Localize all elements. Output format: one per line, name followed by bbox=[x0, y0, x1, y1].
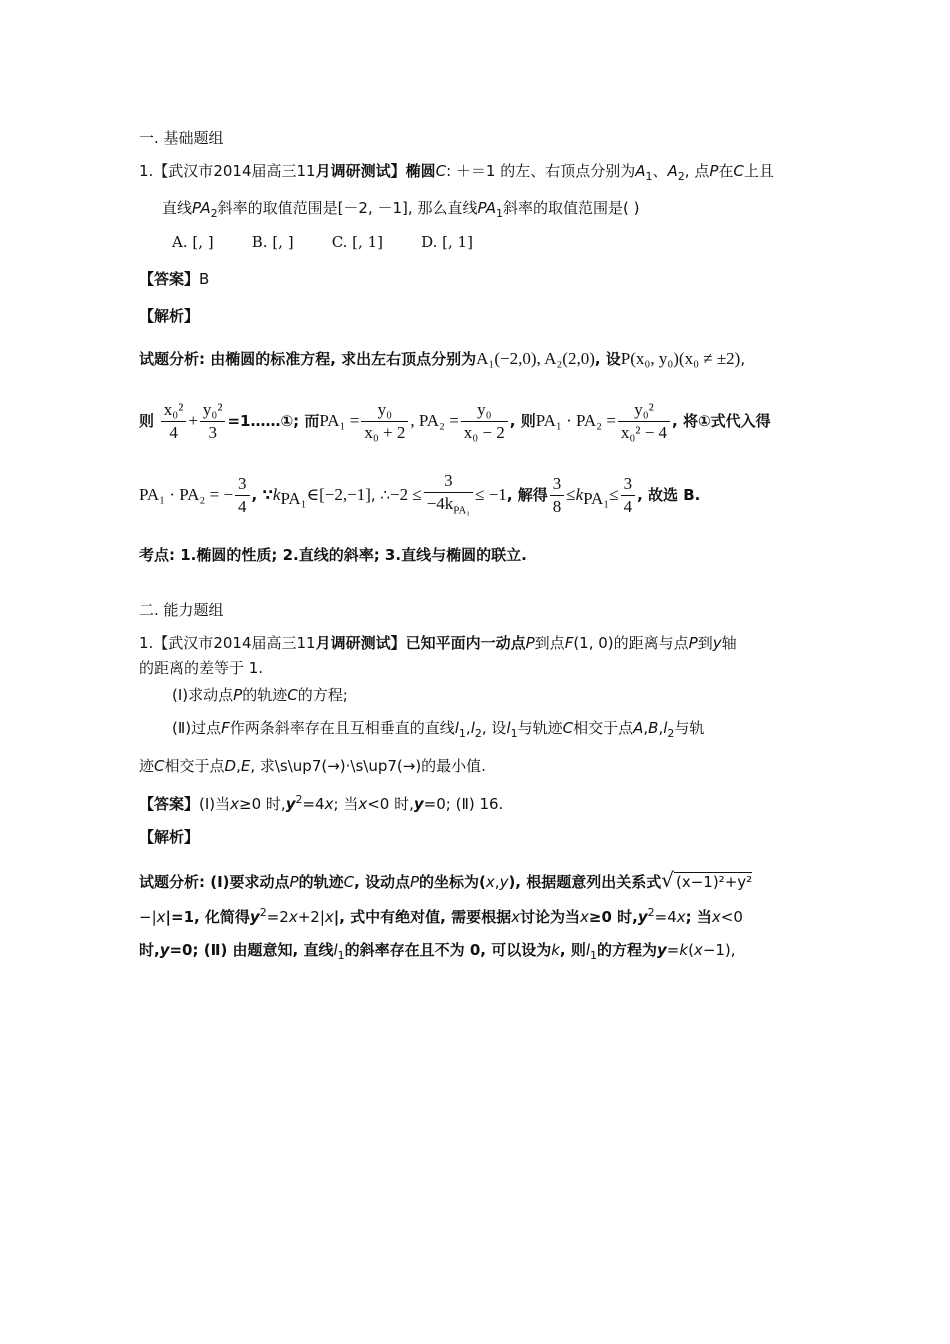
square-root-icon: √ bbox=[661, 868, 674, 892]
fraction: $\frac{3}{8}$ bbox=[550, 473, 565, 518]
s2-part1: (Ⅰ)求动点P的轨迹C的方程; bbox=[172, 686, 348, 704]
s2-part2-line1: (Ⅱ)过点F作两条斜率存在且互相垂直的直线$l_1,l_2$, 设$l_1$与轨迹C相交于点$A,B,l_2$与轨 bbox=[172, 719, 705, 740]
s2-question-line2: 的距离的差等于 1. bbox=[139, 659, 264, 677]
s2-answer: 【答案】(Ⅰ)当x≥0 时$,y^2=4x$; 当x<0 时,y=0; (Ⅱ) 16. bbox=[139, 793, 504, 813]
s2-analysis-label: 【解析】 bbox=[139, 828, 200, 846]
s1-solution-line1: 试题分析: 由椭圆的标准方程, 求出左右顶点分别为A₁(−2,0), A₂(2,0), 设P(x₀, y₀)(x₀ ≠ ±2), bbox=[139, 349, 746, 368]
s2-solution-line3: 时,y=0; (Ⅱ) 由题意知, 直线$l_1$的斜率存在且不为 0, 可以设为k, 则$l_1$的方程为y=k(x−1), bbox=[139, 941, 736, 962]
s2-question-line1: 1.【武汉市2014届高三11月调研测试】已知平面内一动点P到点F(1, 0)的距离与点P到y轴 bbox=[139, 634, 737, 652]
s1-answer: 【答案】B bbox=[139, 270, 210, 288]
s1-question-line1: 1.【武汉市2014届高三11月调研测试】椭圆C: ＋＝1 的左、右顶点分别为$A_1$、$A_2$, 点P在C上且 bbox=[139, 162, 774, 183]
s1-choices: A. [, ] B. [, ] C. [, 1] D. [, 1] bbox=[172, 233, 473, 251]
s2-solution-line1: 试题分析: (Ⅰ)要求动点P的轨迹C, 设动点P的坐标为(x,y), 根据题意列出关系式√ (x−1)²+y² bbox=[139, 868, 753, 892]
s2-part2-line2: 迹C相交于点D,E, 求\s\up7(→)·\s\up7(→)的最小值. bbox=[139, 757, 486, 775]
s1-analysis-label: 【解析】 bbox=[139, 307, 200, 325]
fraction: $\frac{3}{-4k_{PA_1}}$ bbox=[424, 470, 473, 521]
s1-solution-line2: 则 $\frac{\text{x₀²}}{4}$ + $\frac{\text{y₀²}}{3}$ =1……①; 而PA₁ = $\frac{\text{y₀}}{\text{x₀ + 2}}$ , PA₂ = $\frac{\text{y₀}}{\text{x₀ − 2}}$ , 则PA₁ · PA₂ = $\frac{\text{y₀²}}{\text{x₀² − 4}}$ , 将①式代入得 bbox=[139, 400, 771, 442]
section1-heading: 一. 基础题组 bbox=[139, 129, 224, 147]
s2-solution-line2: −|x|=1, 化简得$y^2=2x+2|x|$, 式中有绝对值, 需要根据x讨论为当x≥0 时$,y^2=4x$; 当x<0 bbox=[139, 906, 743, 926]
fraction: $\frac{3}{4}$ bbox=[621, 473, 636, 518]
s1-question-line2: 直线$PA_2$斜率的取值范围是[－2, －1], 那么直线$PA_1$斜率的取值范围是( ) bbox=[162, 199, 640, 220]
s1-keypoints: 考点: 1.椭圆的性质; 2.直线的斜率; 3.直线与椭圆的联立. bbox=[139, 546, 527, 564]
fraction: $\frac{\text{y₀²}}{3}$ bbox=[200, 399, 226, 444]
fraction: $\frac{\text{y₀}}{\text{x₀ − 2}}$ bbox=[461, 399, 508, 444]
fraction: $\frac{3}{4}$ bbox=[235, 473, 250, 518]
fraction: $\frac{\text{y₀²}}{\text{x₀² − 4}}$ bbox=[618, 399, 670, 444]
s1-solution-line3: PA₁ · PA₂ = − $\frac{3}{4}$ , $\because k_{PA_1}\in[-2,-1]$, ∴−2 ≤ $\frac{3}{-4k_{PA_1}}$ ≤ −1, 解得 $\frac{3}{8}$ $\le k_{PA_1}\le$ $\frac{3}{4}$ , 故选 B. bbox=[139, 470, 700, 523]
fraction: $\frac{\text{y₀}}{\text{x₀ + 2}}$ bbox=[361, 399, 408, 444]
fraction: $\frac{\text{x₀²}}{4}$ bbox=[161, 399, 187, 444]
section2-heading: 二. 能力题组 bbox=[139, 601, 224, 619]
